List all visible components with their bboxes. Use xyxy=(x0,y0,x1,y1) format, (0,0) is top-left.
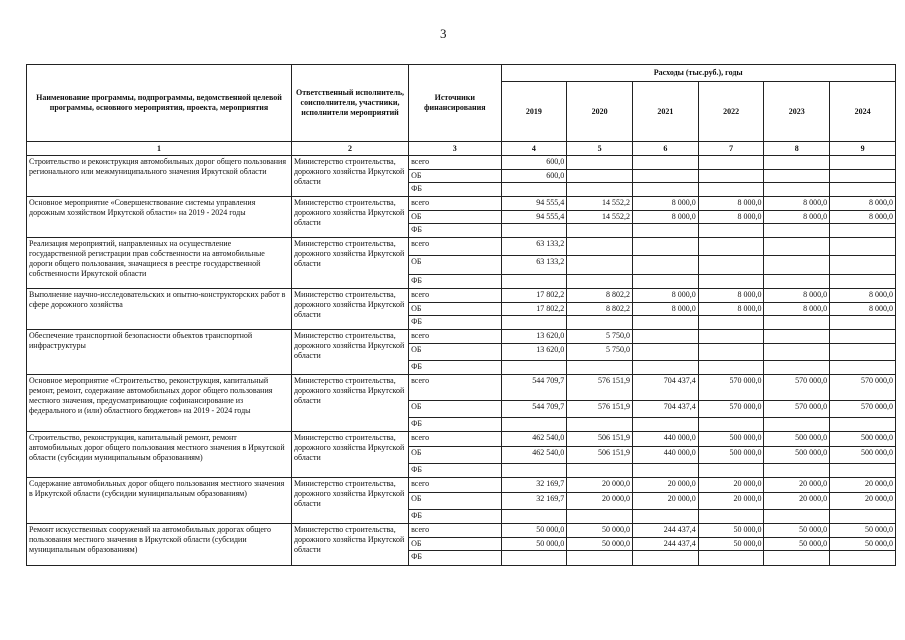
amount-cell: 50 000,0 xyxy=(764,524,830,538)
amount-cell xyxy=(632,170,698,183)
activity-name: Строительство, реконструкция, капитальный ремонт, ремонт автомобильных дорог общего пользования местного значения в Иркутской области (субсидии муниципальным образованиям) xyxy=(27,432,292,478)
funding-source: всего xyxy=(409,478,501,493)
amount-cell xyxy=(501,510,567,524)
amount-cell xyxy=(830,344,896,361)
amount-cell xyxy=(764,344,830,361)
activity-name: Основное мероприятие «Строительство, реконструкция, капитальный ремонт, ремонт, содержание автомобильных дорог общего пользования местного значения, предусматривающие софинансирование из федерального и (или) областного бюджетов» на 2019 - 2024 годы xyxy=(27,375,292,432)
amount-cell xyxy=(632,316,698,330)
amount-cell: 20 000,0 xyxy=(567,478,633,493)
amount-cell: 50 000,0 xyxy=(830,538,896,551)
amount-cell xyxy=(567,256,633,275)
amount-cell: 20 000,0 xyxy=(830,478,896,493)
amount-cell xyxy=(830,183,896,197)
table-body xyxy=(27,156,896,566)
amount-cell xyxy=(698,183,764,197)
amount-cell xyxy=(632,361,698,375)
amount-cell: 576 151,9 xyxy=(567,375,633,401)
amount-cell: 32 169,7 xyxy=(501,478,567,493)
amount-cell xyxy=(764,156,830,170)
amount-cell xyxy=(698,224,764,238)
amount-cell xyxy=(830,551,896,566)
amount-cell: 704 437,4 xyxy=(632,401,698,418)
amount-cell xyxy=(830,256,896,275)
amount-cell xyxy=(764,361,830,375)
amount-cell xyxy=(830,464,896,478)
funding-source: ОБ xyxy=(409,447,501,464)
amount-cell: 570 000,0 xyxy=(764,401,830,418)
amount-cell xyxy=(698,551,764,566)
amount-cell: 8 000,0 xyxy=(830,289,896,303)
amount-cell xyxy=(698,256,764,275)
funding-source: ФБ xyxy=(409,361,501,375)
header-year: 2024 xyxy=(830,82,896,142)
amount-cell: 8 000,0 xyxy=(698,303,764,316)
amount-cell xyxy=(632,275,698,289)
amount-cell xyxy=(501,418,567,432)
amount-cell xyxy=(698,510,764,524)
amount-cell xyxy=(567,464,633,478)
amount-cell xyxy=(567,156,633,170)
amount-cell: 63 133,2 xyxy=(501,256,567,275)
amount-cell: 13 620,0 xyxy=(501,330,567,344)
activity-name: Выполнение научно-исследовательских и опытно-конструкторских работ в сфере дорожного хозяйства xyxy=(27,289,292,330)
amount-cell: 600,0 xyxy=(501,156,567,170)
amount-cell: 544 709,7 xyxy=(501,375,567,401)
amount-cell: 50 000,0 xyxy=(698,538,764,551)
amount-cell: 50 000,0 xyxy=(501,538,567,551)
amount-cell: 500 000,0 xyxy=(764,432,830,447)
column-index: 8 xyxy=(764,142,830,156)
header-year: 2020 xyxy=(567,82,633,142)
funding-source: ОБ xyxy=(409,401,501,418)
column-index: 7 xyxy=(698,142,764,156)
amount-cell xyxy=(764,510,830,524)
amount-cell xyxy=(501,464,567,478)
amount-cell: 20 000,0 xyxy=(632,478,698,493)
table-row xyxy=(27,238,896,256)
funding-source: ОБ xyxy=(409,344,501,361)
funding-source: ОБ xyxy=(409,303,501,316)
amount-cell xyxy=(830,361,896,375)
amount-cell: 8 000,0 xyxy=(830,211,896,224)
amount-cell: 576 151,9 xyxy=(567,401,633,418)
funding-source: всего xyxy=(409,375,501,401)
executor: Министерство строительства, дорожного хозяйства Иркутской области xyxy=(291,197,408,238)
amount-cell: 440 000,0 xyxy=(632,447,698,464)
header-year: 2019 xyxy=(501,82,567,142)
amount-cell: 8 000,0 xyxy=(698,211,764,224)
amount-cell: 17 802,2 xyxy=(501,289,567,303)
activity-name: Ремонт искусственных сооружений на автомобильных дорогах общего пользования местного значения в Иркутской области (субсидии муниципальным образованиям) xyxy=(27,524,292,566)
amount-cell: 8 000,0 xyxy=(698,197,764,211)
amount-cell xyxy=(830,238,896,256)
amount-cell: 440 000,0 xyxy=(632,432,698,447)
amount-cell: 8 000,0 xyxy=(632,211,698,224)
amount-cell xyxy=(501,275,567,289)
table-row xyxy=(27,156,896,170)
amount-cell: 570 000,0 xyxy=(698,401,764,418)
amount-cell: 506 151,9 xyxy=(567,447,633,464)
amount-cell xyxy=(698,361,764,375)
amount-cell xyxy=(567,183,633,197)
funding-source: ФБ xyxy=(409,224,501,238)
amount-cell xyxy=(567,418,633,432)
expenses-table xyxy=(26,64,896,566)
amount-cell: 570 000,0 xyxy=(830,401,896,418)
funding-source: ФБ xyxy=(409,316,501,330)
amount-cell: 94 555,4 xyxy=(501,211,567,224)
amount-cell: 544 709,7 xyxy=(501,401,567,418)
amount-cell xyxy=(501,551,567,566)
amount-cell: 600,0 xyxy=(501,170,567,183)
amount-cell xyxy=(698,316,764,330)
column-index: 1 xyxy=(27,142,292,156)
amount-cell: 20 000,0 xyxy=(698,493,764,510)
funding-source: ФБ xyxy=(409,551,501,566)
amount-cell xyxy=(764,238,830,256)
amount-cell: 500 000,0 xyxy=(698,432,764,447)
funding-source: всего xyxy=(409,524,501,538)
table-row xyxy=(27,524,896,538)
amount-cell xyxy=(698,330,764,344)
amount-cell xyxy=(830,275,896,289)
activity-name: Обеспечение транспортной безопасности объектов транспортной инфраструктуры xyxy=(27,330,292,375)
amount-cell xyxy=(567,238,633,256)
amount-cell: 50 000,0 xyxy=(567,524,633,538)
amount-cell: 5 750,0 xyxy=(567,344,633,361)
funding-source: всего xyxy=(409,197,501,211)
amount-cell xyxy=(830,156,896,170)
funding-source: ФБ xyxy=(409,183,501,197)
column-index: 6 xyxy=(632,142,698,156)
amount-cell xyxy=(698,156,764,170)
amount-cell: 500 000,0 xyxy=(698,447,764,464)
funding-source: ОБ xyxy=(409,211,501,224)
amount-cell: 8 000,0 xyxy=(830,197,896,211)
amount-cell: 50 000,0 xyxy=(698,524,764,538)
amount-cell xyxy=(698,464,764,478)
amount-cell xyxy=(830,418,896,432)
amount-cell xyxy=(764,256,830,275)
amount-cell: 50 000,0 xyxy=(567,538,633,551)
amount-cell: 500 000,0 xyxy=(830,432,896,447)
amount-cell xyxy=(764,418,830,432)
executor: Министерство строительства, дорожного хозяйства Иркутской области xyxy=(291,375,408,432)
amount-cell xyxy=(501,183,567,197)
page-number: 3 xyxy=(440,26,447,41)
funding-source: всего xyxy=(409,238,501,256)
table-row xyxy=(27,330,896,344)
amount-cell xyxy=(567,224,633,238)
amount-cell: 8 000,0 xyxy=(632,303,698,316)
funding-source: всего xyxy=(409,330,501,344)
amount-cell: 50 000,0 xyxy=(764,538,830,551)
amount-cell xyxy=(764,224,830,238)
amount-cell xyxy=(567,170,633,183)
header-year: 2022 xyxy=(698,82,764,142)
amount-cell xyxy=(698,275,764,289)
amount-cell xyxy=(501,224,567,238)
amount-cell: 20 000,0 xyxy=(830,493,896,510)
amount-cell xyxy=(698,344,764,361)
executor: Министерство строительства, дорожного хозяйства Иркутской области xyxy=(291,432,408,478)
amount-cell xyxy=(632,156,698,170)
funding-source: ОБ xyxy=(409,256,501,275)
funding-source: ОБ xyxy=(409,493,501,510)
amount-cell: 506 151,9 xyxy=(567,432,633,447)
amount-cell: 8 000,0 xyxy=(764,197,830,211)
amount-cell xyxy=(632,224,698,238)
executor: Министерство строительства, дорожного хозяйства Иркутской области xyxy=(291,330,408,375)
column-index: 3 xyxy=(409,142,501,156)
executor: Министерство строительства, дорожного хозяйства Иркутской области xyxy=(291,478,408,524)
amount-cell: 14 552,2 xyxy=(567,197,633,211)
amount-cell xyxy=(632,344,698,361)
amount-cell xyxy=(501,361,567,375)
column-index: 5 xyxy=(567,142,633,156)
amount-cell: 570 000,0 xyxy=(698,375,764,401)
amount-cell: 244 437,4 xyxy=(632,524,698,538)
amount-cell xyxy=(632,238,698,256)
amount-cell: 8 802,2 xyxy=(567,303,633,316)
amount-cell: 8 000,0 xyxy=(830,303,896,316)
funding-source: ФБ xyxy=(409,275,501,289)
amount-cell xyxy=(764,551,830,566)
amount-cell xyxy=(567,275,633,289)
amount-cell: 94 555,4 xyxy=(501,197,567,211)
amount-cell: 570 000,0 xyxy=(764,375,830,401)
executor: Министерство строительства, дорожного хозяйства Иркутской области xyxy=(291,524,408,566)
amount-cell xyxy=(830,330,896,344)
amount-cell xyxy=(632,256,698,275)
funding-source: ОБ xyxy=(409,538,501,551)
amount-cell: 462 540,0 xyxy=(501,447,567,464)
table-row xyxy=(27,478,896,493)
header-year: 2023 xyxy=(764,82,830,142)
amount-cell xyxy=(764,170,830,183)
table-row xyxy=(27,375,896,401)
amount-cell: 50 000,0 xyxy=(501,524,567,538)
column-index: 4 xyxy=(501,142,567,156)
amount-cell: 8 000,0 xyxy=(632,197,698,211)
amount-cell xyxy=(632,183,698,197)
amount-cell xyxy=(567,361,633,375)
amount-cell: 13 620,0 xyxy=(501,344,567,361)
amount-cell xyxy=(632,551,698,566)
amount-cell: 8 000,0 xyxy=(764,289,830,303)
amount-cell xyxy=(632,418,698,432)
amount-cell xyxy=(567,510,633,524)
amount-cell: 704 437,4 xyxy=(632,375,698,401)
amount-cell: 8 000,0 xyxy=(632,289,698,303)
amount-cell xyxy=(632,510,698,524)
amount-cell xyxy=(632,330,698,344)
amount-cell: 17 802,2 xyxy=(501,303,567,316)
column-index: 9 xyxy=(830,142,896,156)
column-index: 2 xyxy=(291,142,408,156)
amount-cell: 462 540,0 xyxy=(501,432,567,447)
amount-cell xyxy=(764,464,830,478)
executor: Министерство строительства, дорожного хозяйства Иркутской области xyxy=(291,156,408,197)
amount-cell: 63 133,2 xyxy=(501,238,567,256)
amount-cell: 14 552,2 xyxy=(567,211,633,224)
amount-cell: 5 750,0 xyxy=(567,330,633,344)
activity-name: Строительство и реконструкция автомобильных дорог общего пользования регионального или межмуниципального значения Иркутской области xyxy=(27,156,292,197)
amount-cell: 32 169,7 xyxy=(501,493,567,510)
funding-source: всего xyxy=(409,289,501,303)
activity-name: Реализация мероприятий, направленных на осуществление государственной регистрации прав собственности на автомобильные дороги общего пользования, значащиеся в реестре государственной собственности Иркутской области xyxy=(27,238,292,289)
amount-cell xyxy=(501,316,567,330)
table-row xyxy=(27,289,896,303)
table-row xyxy=(27,432,896,447)
amount-cell: 570 000,0 xyxy=(830,375,896,401)
executor: Министерство строительства, дорожного хозяйства Иркутской области xyxy=(291,238,408,289)
amount-cell: 500 000,0 xyxy=(830,447,896,464)
amount-cell: 8 000,0 xyxy=(764,211,830,224)
amount-cell xyxy=(830,170,896,183)
amount-cell: 20 000,0 xyxy=(764,493,830,510)
amount-cell: 20 000,0 xyxy=(567,493,633,510)
table-row xyxy=(27,197,896,211)
amount-cell xyxy=(698,238,764,256)
amount-cell xyxy=(567,316,633,330)
executor: Министерство строительства, дорожного хозяйства Иркутской области xyxy=(291,289,408,330)
amount-cell xyxy=(698,418,764,432)
amount-cell xyxy=(830,510,896,524)
header-expenses: Расходы (тыс.руб.), годы xyxy=(501,65,896,82)
header-executor: Ответственный исполнитель, соисполнители, участники, исполнители мероприятий xyxy=(291,65,408,142)
amount-cell xyxy=(830,316,896,330)
amount-cell: 20 000,0 xyxy=(764,478,830,493)
amount-cell xyxy=(764,316,830,330)
header-name: Наименование программы, подпрограммы, ведомственной целевой программы, основного мероприятия, проекта, мероприятия xyxy=(27,65,292,142)
amount-cell xyxy=(830,224,896,238)
amount-cell: 244 437,4 xyxy=(632,538,698,551)
amount-cell: 20 000,0 xyxy=(632,493,698,510)
amount-cell xyxy=(567,551,633,566)
funding-source: всего xyxy=(409,156,501,170)
amount-cell xyxy=(632,464,698,478)
activity-name: Основное мероприятие «Совершенствование системы управления дорожным хозяйством Иркутской области» на 2019 - 2024 годы xyxy=(27,197,292,238)
amount-cell: 8 000,0 xyxy=(764,303,830,316)
header-year: 2021 xyxy=(632,82,698,142)
amount-cell xyxy=(764,330,830,344)
amount-cell: 50 000,0 xyxy=(830,524,896,538)
amount-cell xyxy=(764,275,830,289)
funding-source: ФБ xyxy=(409,464,501,478)
funding-source: ОБ xyxy=(409,170,501,183)
amount-cell: 20 000,0 xyxy=(698,478,764,493)
amount-cell: 8 802,2 xyxy=(567,289,633,303)
amount-cell: 500 000,0 xyxy=(764,447,830,464)
amount-cell xyxy=(698,170,764,183)
amount-cell xyxy=(764,183,830,197)
activity-name: Содержание автомобильных дорог общего пользования местного значения в Иркутской области (субсидии муниципальным образованиям) xyxy=(27,478,292,524)
funding-source: ФБ xyxy=(409,418,501,432)
header-source: Источники финансирования xyxy=(409,65,501,142)
funding-source: всего xyxy=(409,432,501,447)
funding-source: ФБ xyxy=(409,510,501,524)
amount-cell: 8 000,0 xyxy=(698,289,764,303)
